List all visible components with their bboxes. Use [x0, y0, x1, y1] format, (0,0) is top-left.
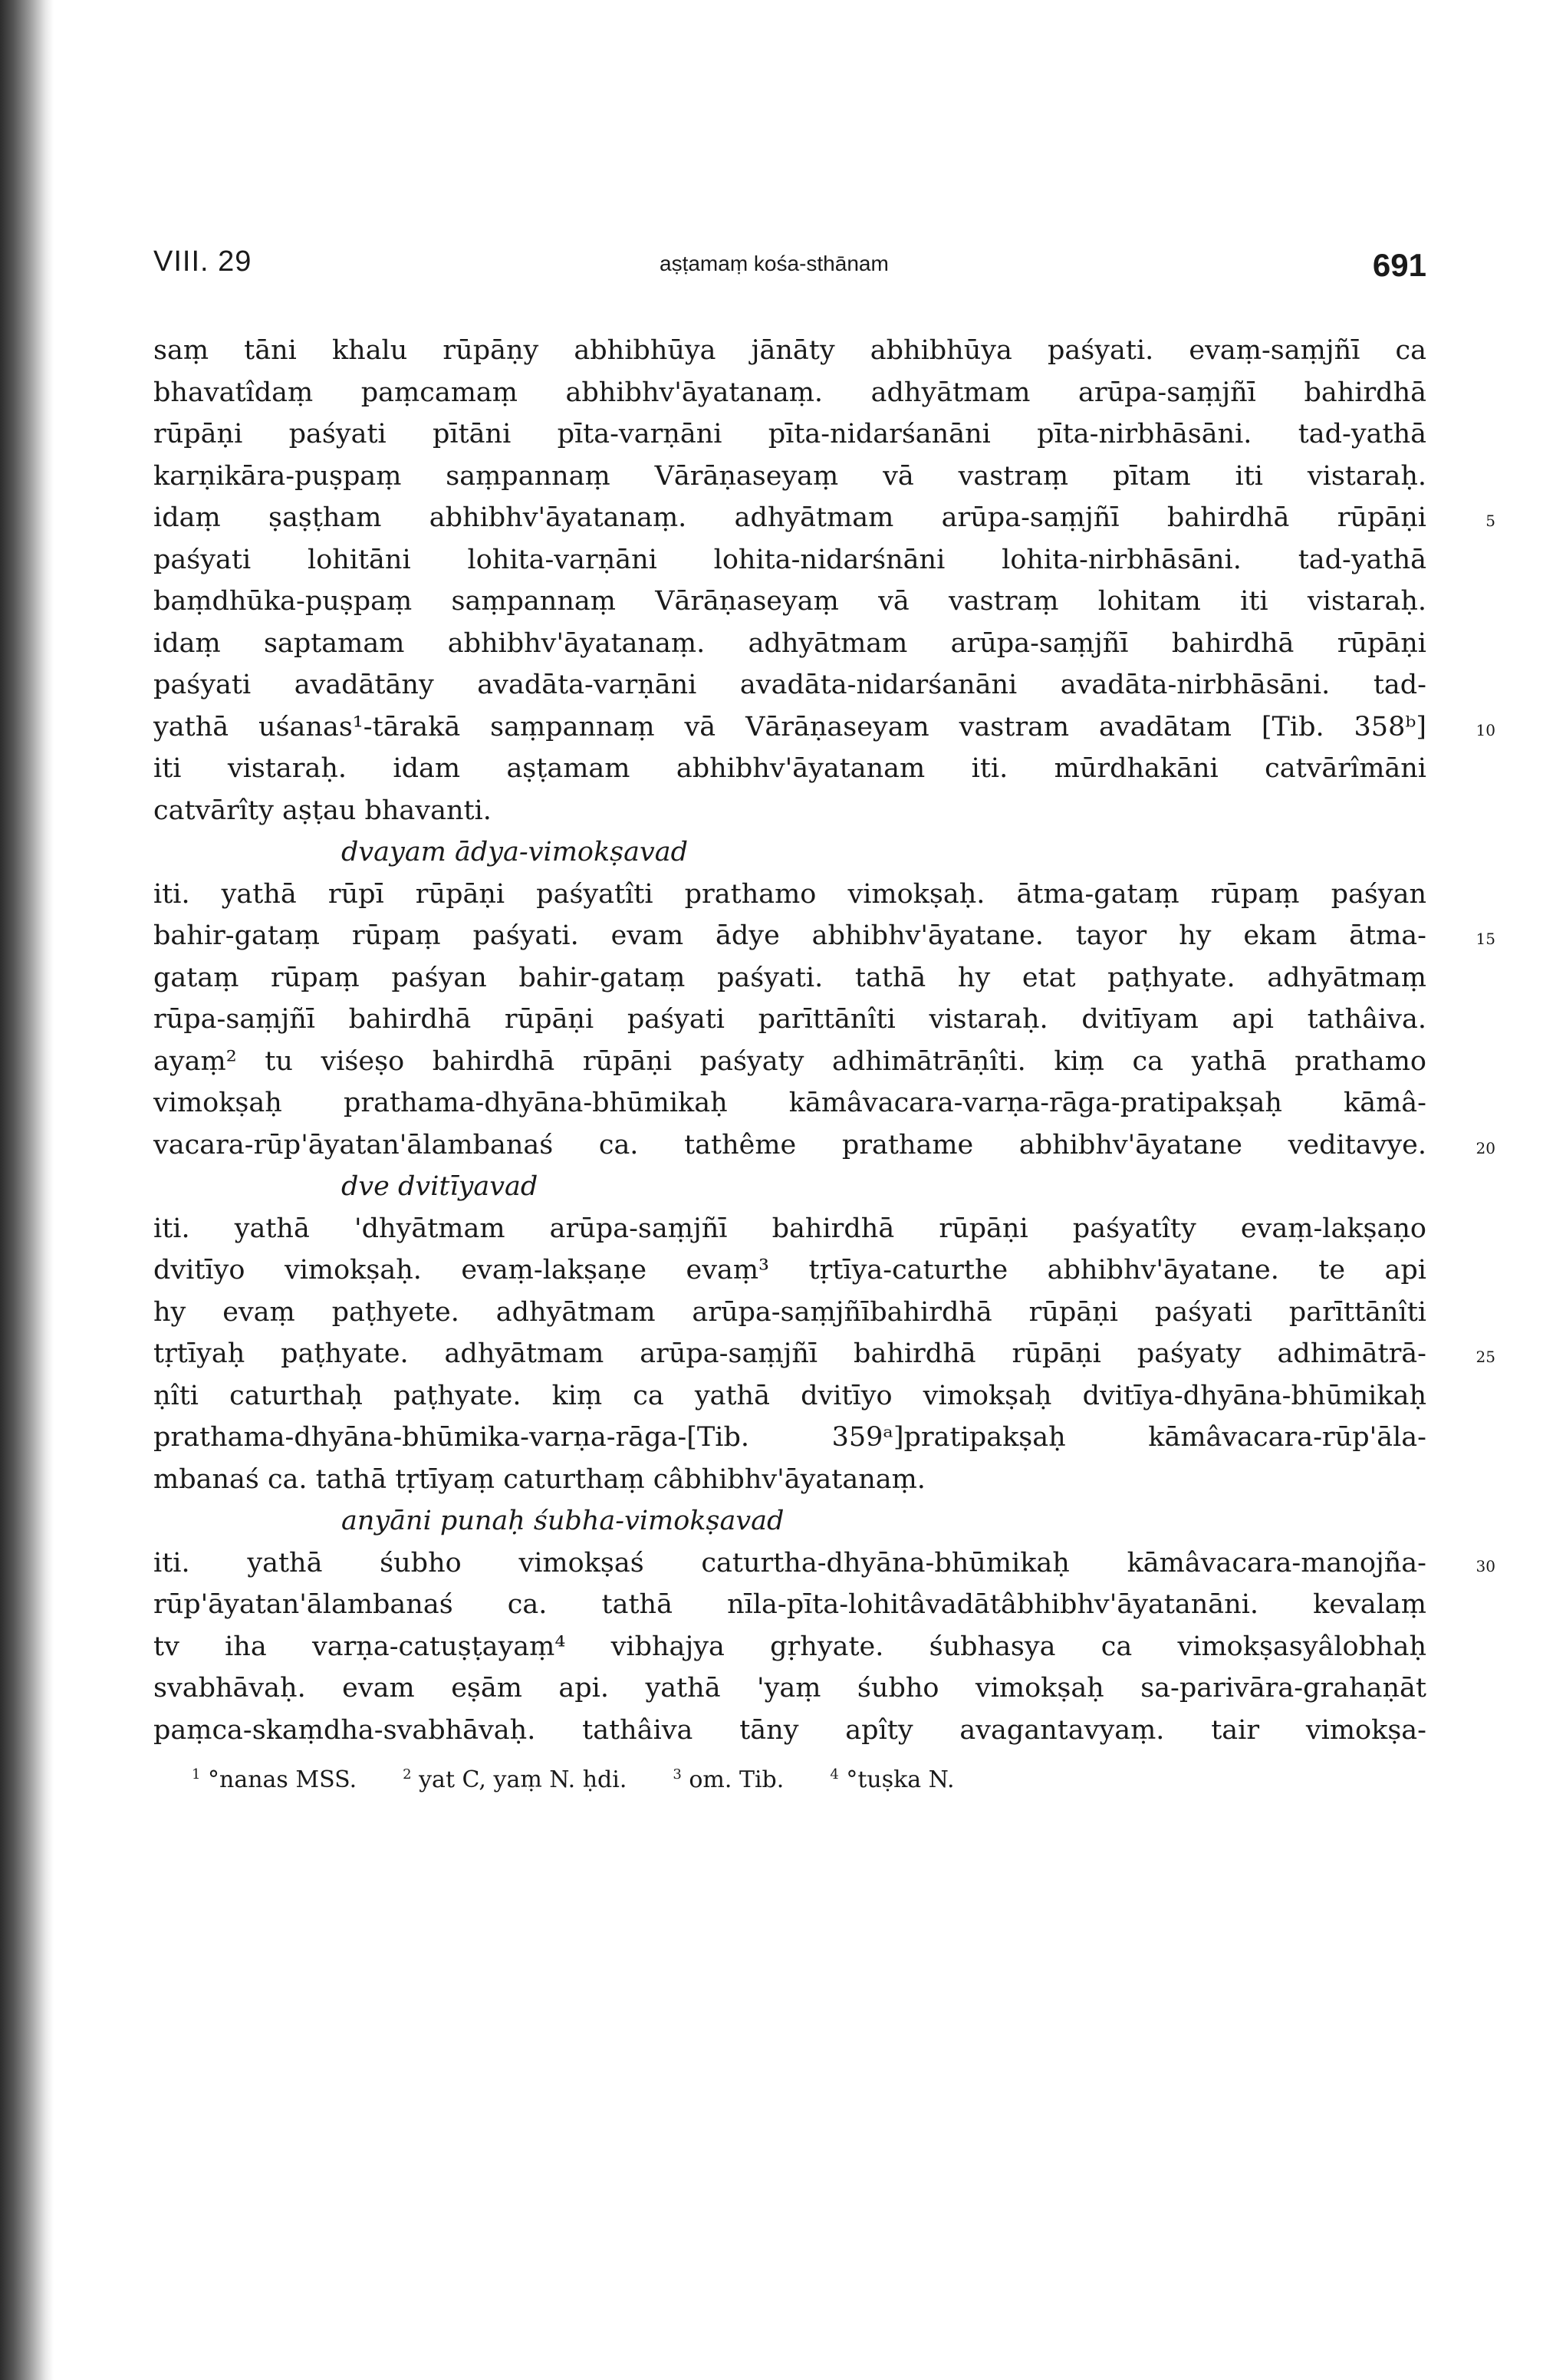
text-line [153, 1626, 1426, 1668]
line-text: idaṃ ṣaṣṭham abhibhv'āyatanaṃ. adhyātmam arūpa-saṃjñī bahirdhā rūpāṇi [153, 502, 1426, 533]
line-text: rūpāṇi paśyati pītāni pīta-varṇāni pīta-nidarśanāni pīta-nirbhāsāni. tad-yathā [153, 419, 1426, 449]
line-text: iti. yathā 'dhyātmam arūpa-saṃjñī bahirdhā rūpāṇi paśyatîty evaṃ-lakṣaṇo [153, 1213, 1426, 1244]
line-text: svabhāvaḥ. evam eṣām api. yathā 'yaṃ śubho vimokṣaḥ sa-parivāra-grahaṇāt [153, 1673, 1426, 1704]
text-line [153, 1333, 1495, 1375]
line-number: 5 [1485, 512, 1495, 530]
line-text: paśyati avadātāny avadāta-varṇāni avadāta-nidarśanāni avadāta-nirbhāsāni. tad- [153, 670, 1426, 700]
line-text: prathama-dhyāna-bhūmika-varṇa-rāga-[Tib. 359ᵃ]pratipakṣaḥ kāmâvacara-rūp'āla- [153, 1422, 1426, 1453]
footnote-text: yat C, yaṃ N. ḥdi. [419, 1766, 627, 1793]
book-binding-edge [0, 0, 54, 2380]
line-text: rūpa-saṃjñī bahirdhā rūpāṇi paśyati parīttānîti vistaraḥ. dvitīyam api tathâiva. [153, 1004, 1426, 1035]
line-text: ṇîti caturthaḥ paṭhyate. kiṃ ca yathā dvitīyo vimokṣaḥ dvitīya-dhyāna-bhūmikaḥ [153, 1380, 1426, 1411]
footnote-mark: 1 [192, 1766, 201, 1783]
text-line [153, 497, 1495, 539]
text-line [153, 1082, 1426, 1124]
line-text: iti. yathā rūpī rūpāṇi paśyatîti prathamo vimokṣaḥ. ātma-gataṃ rūpaṃ paśyan [153, 878, 1426, 910]
line-text: saṃ tāni khalu rūpāṇy abhibhūya jānāty abhibhūya paśyati. evaṃ-saṃjñī ca [153, 335, 1426, 366]
footnote-text: °tuṣka N. [846, 1766, 955, 1793]
text-line [153, 1249, 1426, 1292]
text-line [153, 1667, 1426, 1710]
text-line [153, 957, 1426, 999]
line-text: paśyati lohitāni lohita-varṇāni lohita-nidarśnāni lohita-nirbhāsāni. tad-yathā [153, 544, 1426, 575]
line-text: idaṃ saptamam abhibhv'āyatanaṃ. adhyātmam arūpa-saṃjñī bahirdhā rūpāṇi [153, 627, 1426, 659]
line-text: hy evaṃ paṭhyete. adhyātmam arūpa-saṃjñībahirdhā rūpāṇi paśyati parīttānîti [153, 1296, 1426, 1328]
line-text: iti vistaraḥ. idam aṣṭamam abhibhv'āyatanam iti. mūrdhakāni catvārîmāni [153, 753, 1426, 784]
text-line [153, 1459, 1426, 1501]
line-number: 10 [1476, 720, 1495, 739]
line-number: 25 [1476, 1348, 1495, 1366]
running-header [153, 230, 1426, 291]
line-text: vimokṣaḥ prathama-dhyāna-bhūmikaḥ kāmâvacara-varṇa-rāga-pratipakṣaḥ kāmâ- [153, 1088, 1426, 1118]
footnote [830, 1766, 954, 1793]
text-line [153, 1710, 1426, 1752]
line-text: gataṃ rūpaṃ paśyan bahir-gataṃ paśyati. tathā hy etat paṭhyate. adhyātmaṃ [153, 962, 1426, 993]
line-number: 20 [1476, 1138, 1495, 1157]
line-text: paṃca-skaṃdha-svabhāvaḥ. tathâiva tāny apîty avagantavyaṃ. tair vimokṣa- [153, 1714, 1426, 1746]
text-line [153, 748, 1426, 790]
line-text: rūp'āyatan'ālambanaś ca. tathā nīla-pīta-lohitâvadātâbhibhv'āyatanāni. kevalaṃ [153, 1589, 1426, 1620]
text-line [153, 413, 1426, 456]
line-text: bhavatîdaṃ paṃcamaṃ abhibhv'āyatanaṃ. adhyātmam arūpa-saṃjñī bahirdhā [153, 377, 1426, 408]
text-line [153, 915, 1495, 957]
footnote-mark: 3 [673, 1766, 682, 1783]
line-text: dvayam ādya-vimokṣavad [341, 837, 689, 867]
line-text: dve dvitīyavad [341, 1171, 538, 1202]
body-text [153, 330, 1495, 1751]
line-text: dvitīyo vimokṣaḥ. evaṃ-lakṣaṇe evaṃ³ tṛtīya-caturthe abhibhv'āyatane. te api [153, 1255, 1426, 1285]
text-line [153, 456, 1426, 498]
book-page [153, 230, 1495, 1793]
page-number: 691 [1372, 247, 1426, 283]
line-text: iti. yathā śubho vimokṣaś caturtha-dhyāna-bhūmikaḥ kāmâvacara-manojña- [153, 1547, 1426, 1578]
text-line [153, 790, 1426, 832]
line-text: bahir-gataṃ rūpaṃ paśyati. evam ādye abhibhv'āyatane. tayor hy ekam ātma- [153, 920, 1426, 951]
footnote [403, 1766, 627, 1793]
line-text: ayaṃ² tu viśeṣo bahirdhā rūpāṇi paśyaty adhimātrāṇîti. kiṃ ca yathā prathamo [153, 1045, 1426, 1077]
text-line [153, 1542, 1495, 1585]
line-text: mbanaś ca. tathā tṛtīyaṃ caturthaṃ câbhibhv'āyatanaṃ. [153, 1463, 926, 1495]
text-line [153, 1584, 1426, 1626]
footnote [192, 1766, 357, 1793]
text-line [153, 539, 1426, 581]
text-line [153, 1208, 1426, 1250]
text-line [153, 372, 1426, 414]
line-number: 15 [1476, 930, 1495, 948]
text-line [153, 664, 1426, 706]
footnote-mark: 2 [403, 1766, 412, 1783]
text-line [153, 330, 1426, 372]
footnotes [153, 1766, 1426, 1793]
footnote-text: °nanas MSS. [208, 1766, 357, 1793]
line-text: vacara-rūp'āyatan'ālambanaś ca. tathême prathame abhibhv'āyatane veditavye. [153, 1129, 1426, 1160]
text-line [153, 623, 1426, 665]
running-title: aṣṭamaṃ kośa-sthānam [660, 252, 889, 275]
footnote-text: om. Tib. [689, 1766, 785, 1793]
text-line [153, 874, 1426, 916]
text-line [153, 1292, 1426, 1334]
footnote [673, 1766, 784, 1793]
line-text: tṛtīyaḥ paṭhyate. adhyātmam arūpa-saṃjñī bahirdhā rūpāṇi paśyaty adhimātrā- [153, 1338, 1426, 1369]
text-line [153, 706, 1495, 749]
line-text: anyāni punaḥ śubha-vimokṣavad [341, 1506, 785, 1536]
footnote-mark: 4 [830, 1766, 839, 1783]
line-text: baṃdhūka-puṣpaṃ saṃpannaṃ Vārāṇaseyaṃ vā vastraṃ lohitam iti vistaraḥ. [153, 586, 1426, 617]
text-line [153, 1375, 1426, 1417]
line-number: 30 [1476, 1556, 1495, 1575]
line-text: tv iha varṇa-catuṣṭayaṃ⁴ vibhajya gṛhyate. śubhasya ca vimokṣasyâlobhaḥ [153, 1631, 1426, 1662]
text-line [153, 1124, 1495, 1167]
line-text: karṇikāra-puṣpaṃ saṃpannaṃ Vārāṇaseyaṃ vā vastraṃ pītam iti vistaraḥ. [153, 460, 1426, 492]
text-line [153, 1041, 1426, 1083]
line-text: catvārîty aṣṭau bhavanti. [153, 795, 492, 826]
text-line [153, 999, 1426, 1041]
text-line [153, 1417, 1426, 1459]
verse-heading [153, 1500, 1426, 1542]
verse-heading [153, 1166, 1426, 1208]
verse-heading [153, 831, 1426, 874]
text-line [153, 581, 1426, 623]
chapter-reference: VIII. 29 [153, 245, 252, 278]
line-text: yathā uśanas¹-tārakā saṃpannaṃ vā Vārāṇaseyam vastram avadātam [Tib. 358ᵇ] [153, 711, 1426, 742]
